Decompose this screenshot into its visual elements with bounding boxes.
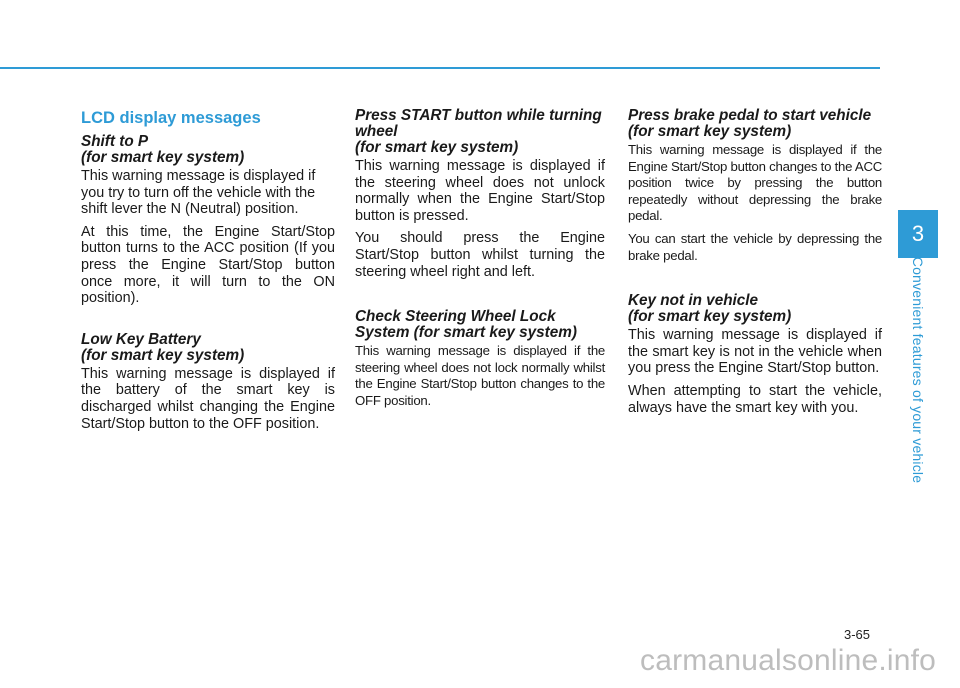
paragraph: This warning message is displayed if you try to turn off the vehicle with the shift lever the N (Neutral) position. [81, 168, 316, 218]
chapter-number-tab: 3 [898, 210, 938, 258]
heading-press-start-button: Press START button while turning wheel (for smart key system) [355, 107, 602, 156]
paragraph: You can start the vehicle by depressing the brake pedal. [628, 230, 882, 263]
chapter-title: Convenient features of your vehicle [910, 256, 926, 484]
watermark: carmanualsonline.info [640, 644, 937, 677]
section-title: LCD display messages [81, 109, 261, 127]
paragraph: This warning message is displayed if the steering wheel does not unlock normally when the Engine Start/Stop button is pressed. [355, 158, 605, 224]
paragraph: This warning message is displayed if the smart key is not in the vehicle when you press the Engine Start/Stop button. [628, 327, 882, 377]
column-1 [81, 108, 335, 438]
paragraph: At this time, the Engine Start/Stop button turns to the ACC position (If you press the Engine Start/Stop button once more, it will turn to the ON position). [81, 223, 335, 307]
paragraph: This warning message is displayed if the battery of the smart key is discharged whilst changing the Engine Start/Stop button to the OFF position. [81, 365, 335, 432]
column-2 [355, 108, 605, 416]
heading-key-not-in-vehicle: Key not in vehicle (for smart key system) [628, 292, 792, 326]
paragraph: You should press the Engine Start/Stop button whilst turning the steering wheel right and left. [355, 230, 605, 280]
heading-press-brake-pedal: Press brake pedal to start vehicle (for smart key system) [628, 107, 872, 140]
paragraph: When attempting to start the vehicle, always have the smart key with you. [628, 382, 882, 416]
heading-shift-to-p: Shift to P (for smart key system) [81, 133, 245, 166]
heading-check-steering-wheel-lock: Check Steering Wheel Lock System (for smart key system) [355, 308, 577, 342]
paragraph: This warning message is displayed if the Engine Start/Stop button changes to the ACC position twice by pressing the button repeatedly without depressing the brake pedal. [628, 142, 882, 224]
page-number: 3-65 [844, 627, 871, 642]
column-3 [628, 108, 882, 422]
paragraph: This warning message is displayed if the steering wheel does not lock normally whilst the Engine Start/Stop button changes to the OFF position. [355, 343, 605, 408]
header-rule [0, 67, 880, 69]
heading-low-key-battery: Low Key Battery (for smart key system) [81, 330, 245, 364]
